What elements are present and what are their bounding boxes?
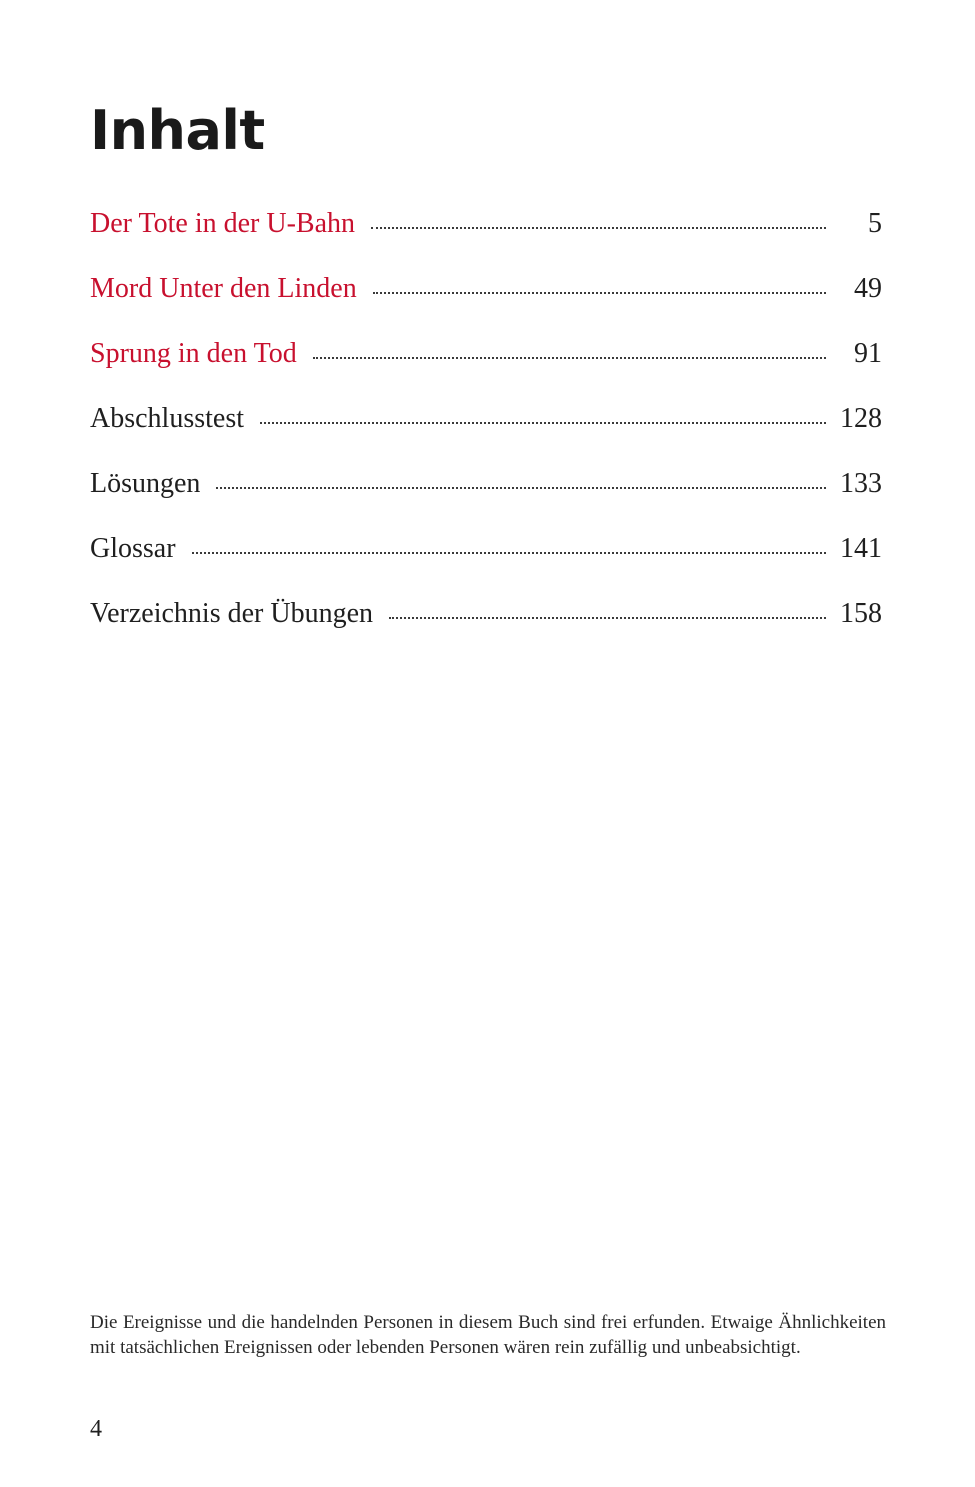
toc-entry-label: Sprung in den Tod: [90, 338, 297, 369]
dot-leader: [373, 290, 826, 294]
dot-leader: [260, 420, 826, 424]
toc-entry-label: Abschlusstest: [90, 403, 244, 434]
dot-leader: [313, 355, 826, 359]
dot-leader: [371, 225, 826, 229]
toc-entry-page: 133: [840, 468, 882, 499]
toc-entry-label: Der Tote in der U-Bahn: [90, 208, 356, 239]
toc-entry-page: 5: [868, 208, 882, 239]
toc-entry-mord-unter-den-linden[interactable]: [90, 269, 882, 334]
toc-entry-glossar[interactable]: [90, 529, 882, 594]
toc-entry-page: 91: [854, 338, 882, 369]
toc-entry-page: 49: [854, 273, 882, 304]
table-of-contents: [90, 204, 882, 659]
toc-entry-page: 141: [840, 533, 882, 564]
dot-leader: [216, 485, 826, 489]
toc-entry-label: Mord Unter den Linden: [90, 273, 357, 304]
toc-entry-sprung-in-den-tod[interactable]: [90, 334, 882, 399]
toc-entry-label: Lösungen: [90, 468, 201, 499]
toc-entry-der-tote-in-der-u-bahn[interactable]: [90, 204, 882, 269]
toc-entry-abschlusstest[interactable]: [90, 399, 882, 464]
page-number: 4: [90, 1416, 102, 1442]
dot-leader: [389, 615, 826, 619]
page-title: Inhalt: [90, 99, 265, 162]
toc-entry-label: Verzeichnis der Übungen: [90, 598, 374, 629]
toc-entry-page: 128: [840, 403, 882, 434]
dot-leader: [192, 550, 826, 554]
toc-entry-loesungen[interactable]: [90, 464, 882, 529]
toc-entry-verzeichnis-der-uebungen[interactable]: [90, 594, 882, 659]
toc-entry-page: 158: [840, 598, 882, 629]
disclaimer-text: Die Ereignisse und die handelnden Personen in diesem Buch sind frei erfunden. Etwaige Ähnlichkeiten mit tatsächlichen Ereignissen oder lebenden Personen wären rein zufällig und unbeabsichtigt.: [90, 1312, 886, 1358]
toc-entry-label: Glossar: [90, 533, 176, 564]
